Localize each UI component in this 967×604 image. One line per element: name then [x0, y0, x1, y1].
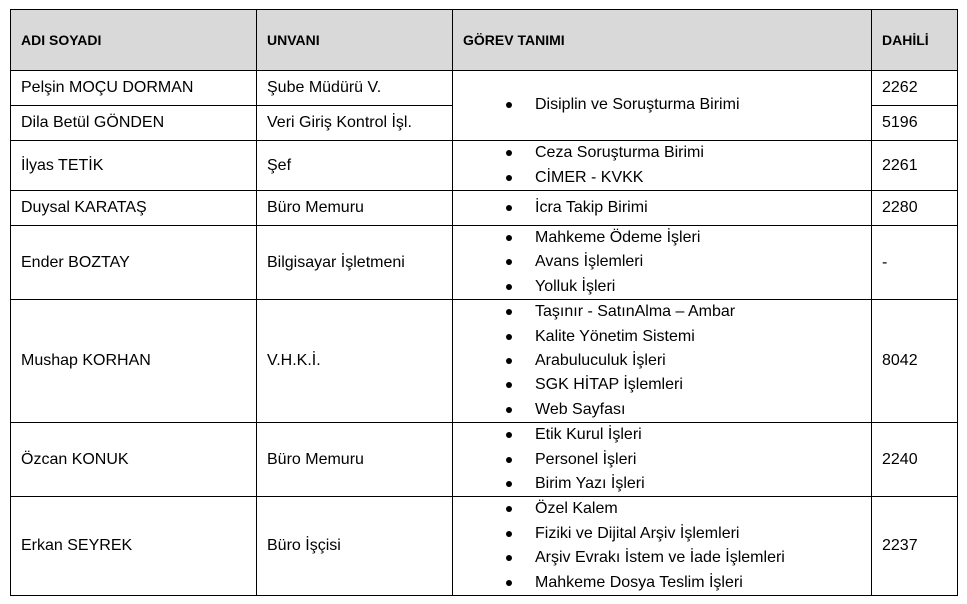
duty-list [463, 93, 861, 117]
duty-cell [453, 226, 872, 300]
duty-list [463, 497, 861, 595]
staff-table [10, 9, 958, 596]
table-row [11, 191, 958, 226]
table-row [11, 300, 958, 423]
list-item: SGK HİTAP İşlemleri [535, 373, 861, 397]
list-item: Personel İşleri [535, 448, 861, 472]
name-cell: Ender BOZTAY [11, 226, 257, 300]
ext-cell: 8042 [872, 300, 958, 423]
duty-list [463, 141, 861, 190]
header-name: ADI SOYADI [11, 10, 257, 71]
list-item: Özel Kalem [535, 497, 861, 521]
name-cell: Erkan SEYREK [11, 497, 257, 596]
name-cell: İlyas TETİK [11, 141, 257, 191]
list-item: Birim Yazı İşleri [535, 472, 861, 496]
header-title: UNVANI [257, 10, 453, 71]
title-cell: Şef [257, 141, 453, 191]
title-cell: Şube Müdürü V. [257, 71, 453, 106]
title-cell: Büro Memuru [257, 191, 453, 226]
ext-cell: - [872, 226, 958, 300]
list-item: Kalite Yönetim Sistemi [535, 325, 861, 349]
title-cell: Büro Memuru [257, 423, 453, 497]
duty-cell [453, 300, 872, 423]
title-cell: Bilgisayar İşletmeni [257, 226, 453, 300]
ext-cell: 5196 [872, 106, 958, 141]
duty-cell [453, 141, 872, 191]
duty-cell [453, 497, 872, 596]
title-cell: V.H.K.İ. [257, 300, 453, 423]
ext-cell: 2240 [872, 423, 958, 497]
list-item: Etik Kurul İşleri [535, 423, 861, 447]
list-item: Avans İşlemleri [535, 250, 861, 274]
table-row [11, 423, 958, 497]
list-item: Arşiv Evrakı İstem ve İade İşlemleri [535, 546, 861, 570]
list-item: Taşınır - SatınAlma – Ambar [535, 300, 861, 324]
duty-list [463, 300, 861, 422]
ext-cell: 2237 [872, 497, 958, 596]
duty-list [463, 196, 861, 220]
list-item: Fiziki ve Dijital Arşiv İşlemleri [535, 522, 861, 546]
header-ext: DAHİLİ [872, 10, 958, 71]
list-item: Disiplin ve Soruşturma Birimi [535, 93, 861, 117]
name-cell: Mushap KORHAN [11, 300, 257, 423]
header-row [11, 10, 958, 71]
title-cell: Büro İşçisi [257, 497, 453, 596]
duty-cell [453, 191, 872, 226]
list-item: Mahkeme Dosya Teslim İşleri [535, 571, 861, 595]
list-item: Mahkeme Ödeme İşleri [535, 226, 861, 250]
ext-cell: 2261 [872, 141, 958, 191]
name-cell: Pelşin MOÇU DORMAN [11, 71, 257, 106]
duty-list [463, 226, 861, 299]
duty-cell [453, 71, 872, 141]
duty-list [463, 423, 861, 496]
ext-cell: 2280 [872, 191, 958, 226]
duty-cell [453, 423, 872, 497]
table-row [11, 141, 958, 191]
list-item: CİMER - KVKK [535, 166, 861, 190]
ext-cell: 2262 [872, 71, 958, 106]
title-cell: Veri Giriş Kontrol İşl. [257, 106, 453, 141]
list-item: Web Sayfası [535, 398, 861, 422]
name-cell: Duysal KARATAŞ [11, 191, 257, 226]
list-item: Ceza Soruşturma Birimi [535, 141, 861, 165]
list-item: Yolluk İşleri [535, 275, 861, 299]
name-cell: Dila Betül GÖNDEN [11, 106, 257, 141]
table-row [11, 226, 958, 300]
list-item: Arabuluculuk İşleri [535, 349, 861, 373]
header-duty: GÖREV TANIMI [453, 10, 872, 71]
table-row [11, 497, 958, 596]
name-cell: Özcan KONUK [11, 423, 257, 497]
list-item: İcra Takip Birimi [535, 196, 861, 220]
table-row [11, 71, 958, 106]
